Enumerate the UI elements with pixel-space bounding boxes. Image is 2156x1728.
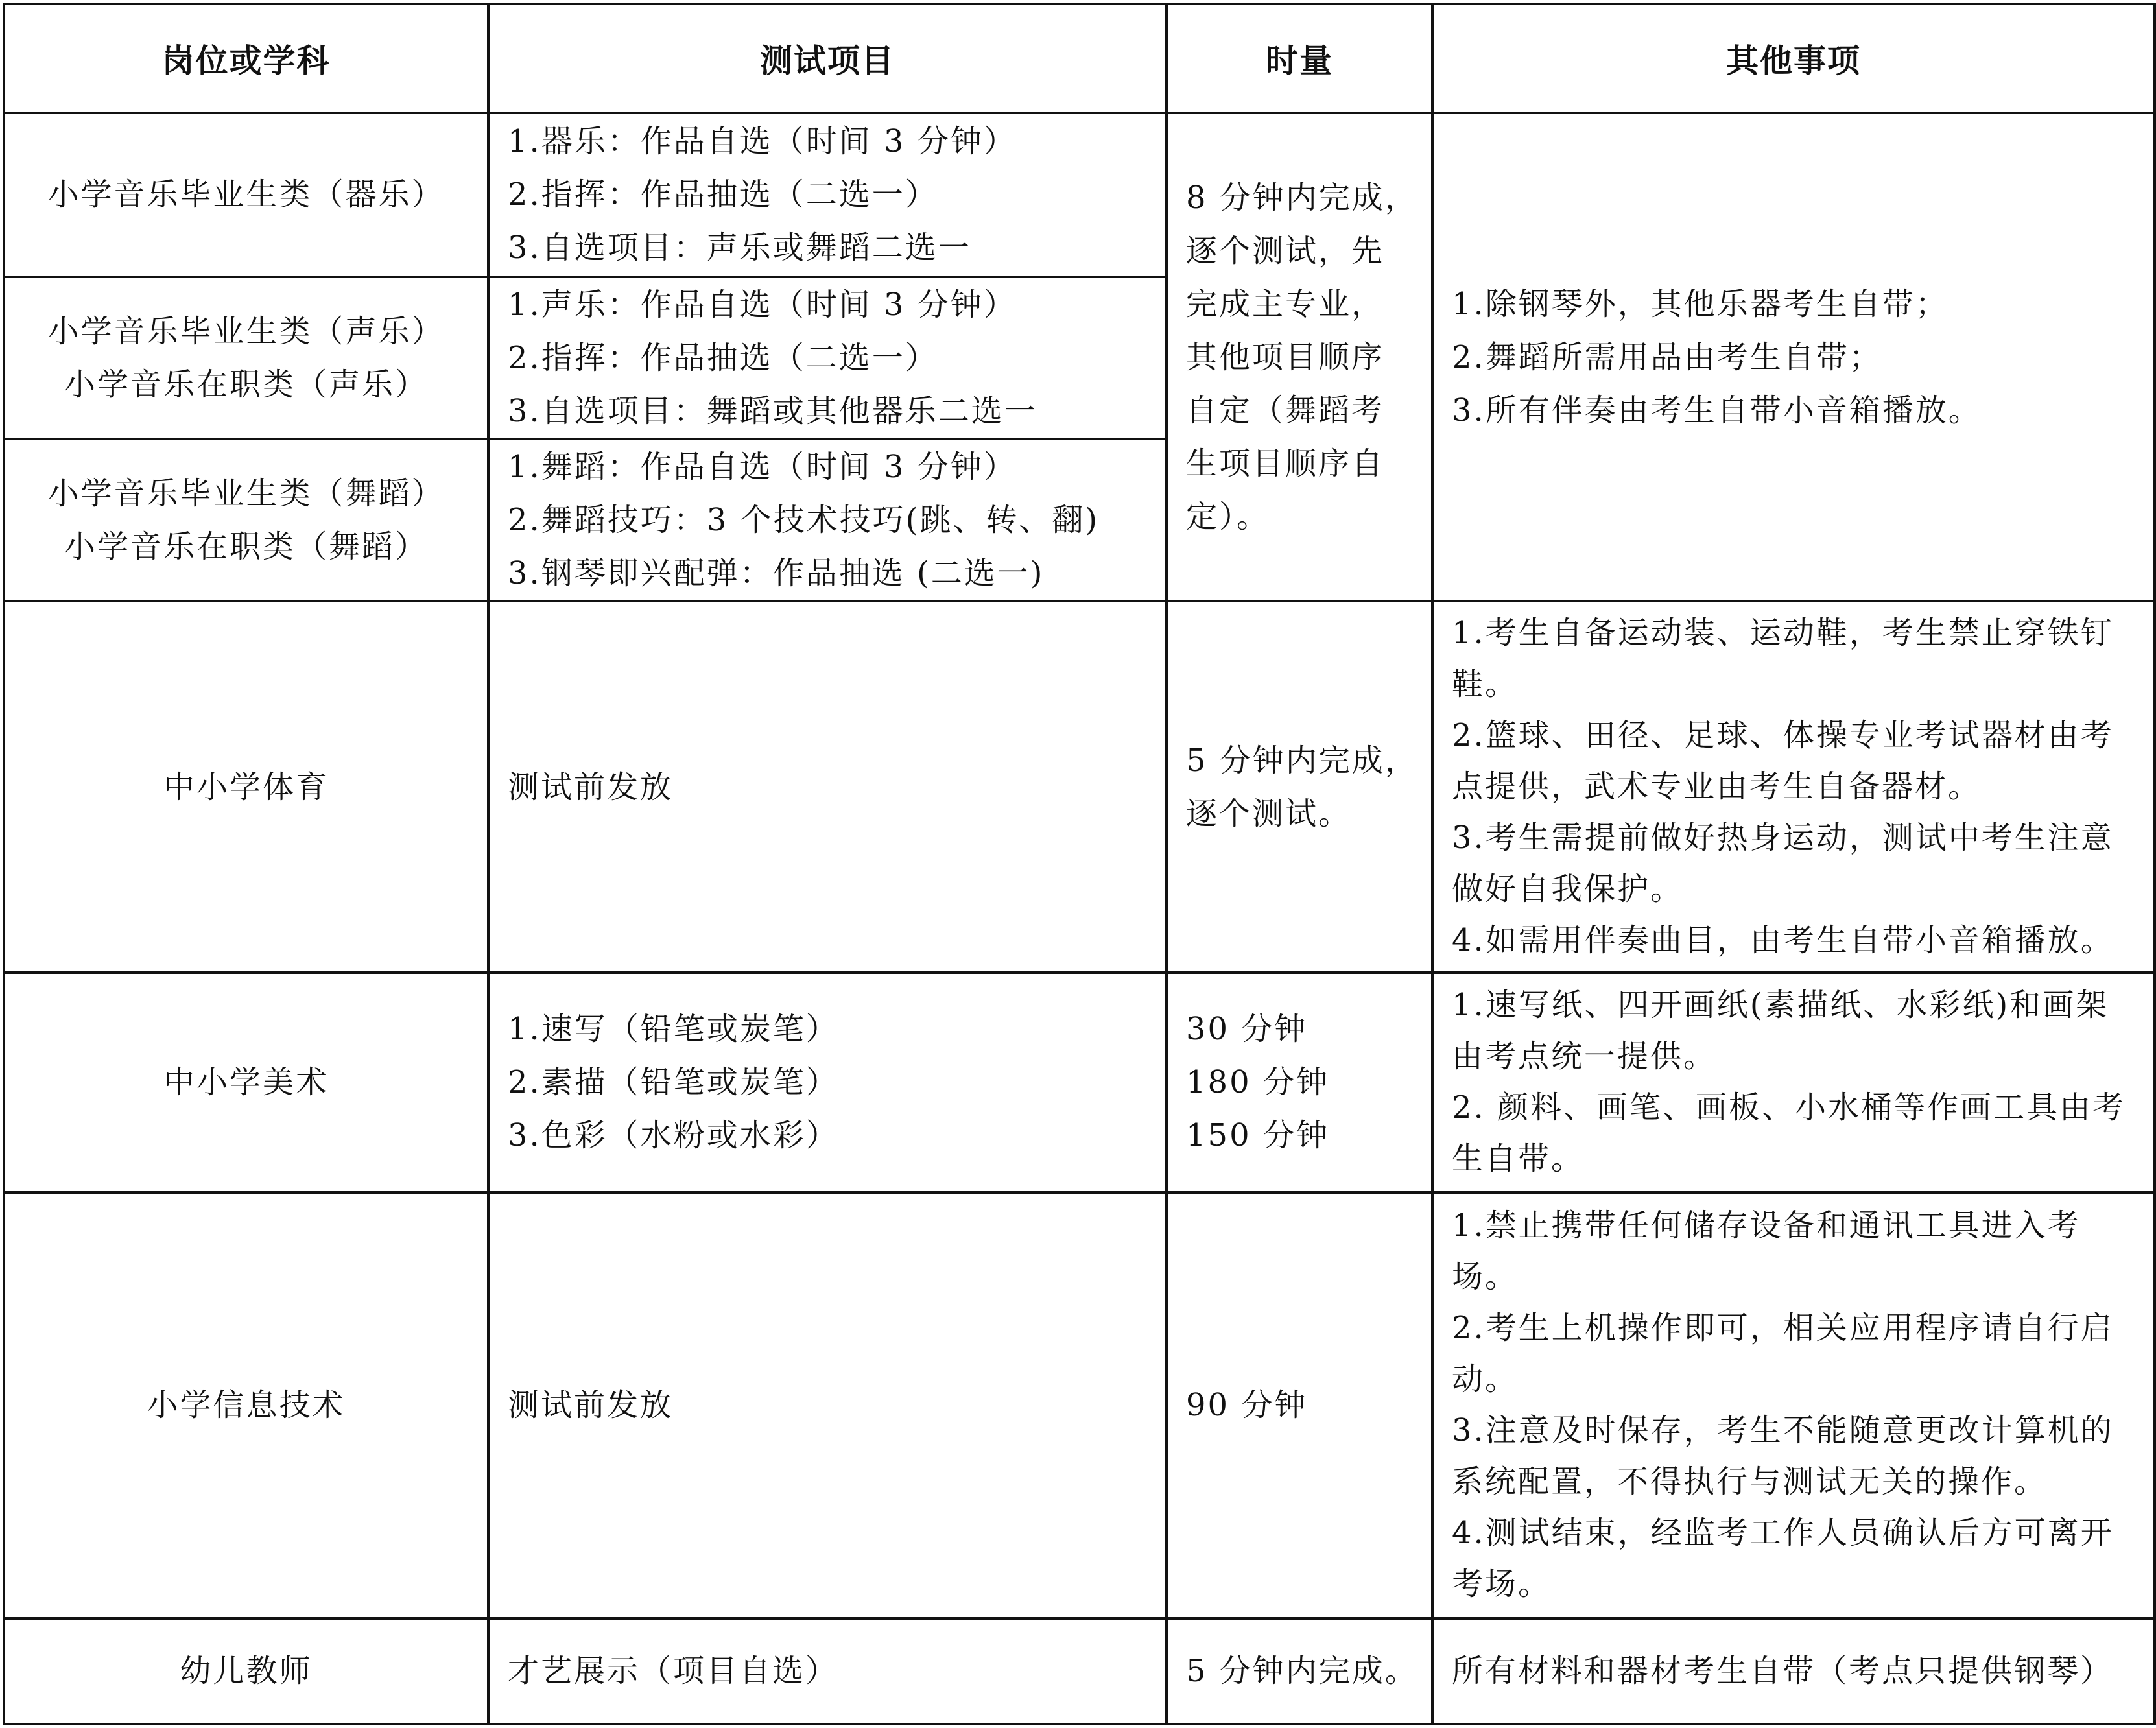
note-paragraph: 1.速写纸、四开画纸(素描纸、水彩纸)和画架由考点统一提供。	[1452, 987, 2109, 1075]
subject-cell	[4, 277, 488, 439]
duration-line: 生项目顺序自	[1186, 445, 1385, 482]
test-items-cell: 才艺展示（项目自选）	[488, 1618, 1167, 1724]
note-paragraph: 4.测试结束，经监考工作人员确认后方可离开考场。	[1452, 1515, 2114, 1603]
exam-requirements-table	[3, 3, 2156, 1725]
test-item: 2.指挥：作品抽选（二选一）	[508, 339, 938, 376]
duration-line: 完成主专业，	[1186, 285, 1385, 322]
test-item: 2.舞蹈技巧：3 个技术技巧(跳、转、翻)	[508, 502, 1100, 539]
header-subject: 岗位或学科	[4, 4, 488, 113]
duration-cell: 90 分钟	[1167, 1192, 1432, 1618]
subject-line: 小学音乐毕业生类（器乐）	[47, 176, 445, 213]
subject-cell: 幼儿教师	[4, 1618, 488, 1724]
subject-cell: 中小学美术	[4, 973, 488, 1192]
note-line: 所有材料和器材考生自带（考点只提供钢琴）	[1452, 1653, 2114, 1690]
notes-cell-music	[1432, 113, 2155, 601]
subject-cell: 小学信息技术	[4, 1192, 488, 1618]
header-other-notes: 其他事项	[1432, 4, 2155, 113]
notes-cell	[1432, 601, 2155, 973]
table-row-art	[4, 973, 2155, 1192]
subject-cell	[4, 113, 488, 276]
duration-line: 自定（舞蹈考	[1186, 392, 1385, 429]
duration-line: 30 分钟	[1186, 1011, 1308, 1048]
subject-line: 小学音乐在职类（声乐）	[64, 366, 428, 403]
table-row-pe	[4, 601, 2155, 973]
test-item: 3.色彩（水粉或水彩）	[508, 1117, 839, 1154]
test-item: 3.自选项目：舞蹈或其他器乐二选一	[508, 392, 1037, 429]
duration-line: 5 分钟内完成，	[1186, 742, 1418, 779]
header-duration: 时量	[1167, 4, 1432, 113]
duration-line: 逐个测试，先	[1186, 232, 1385, 269]
notes-cell	[1432, 973, 2155, 1192]
subject-cell	[4, 439, 488, 601]
test-items-cell: 测试前发放	[488, 601, 1167, 973]
subject-line: 小学音乐在职类（舞蹈）	[64, 528, 428, 565]
duration-cell	[1167, 601, 1432, 973]
table-row-music-instrumental	[4, 113, 2155, 276]
note-line: 2.舞蹈所需用品由考生自带；	[1452, 338, 1882, 375]
test-item: 2.素描（铅笔或炭笔）	[508, 1064, 839, 1101]
test-item: 3.钢琴即兴配弹：作品抽选 (二选一)	[508, 555, 1045, 592]
duration-cell: 5 分钟内完成。	[1167, 1618, 1432, 1724]
duration-line: 逐个测试。	[1186, 795, 1352, 832]
note-paragraph: 2.考生上机操作即可，相关应用程序请自行启动。	[1452, 1310, 2114, 1398]
test-items-cell	[488, 439, 1167, 601]
duration-cell	[1167, 973, 1432, 1192]
note-line: 3.所有伴奏由考生自带小音箱播放。	[1452, 392, 1982, 429]
test-item: 1.速写（铅笔或炭笔）	[508, 1011, 839, 1048]
note-paragraph: 3.考生需提前做好热身运动，测试中考生注意做好自我保护。	[1452, 820, 2114, 908]
note-line: 1.除钢琴外，其他乐器考生自带；	[1452, 285, 1949, 322]
note-paragraph: 4.如需用伴奏曲目，由考生自带小音箱播放。	[1452, 922, 2114, 959]
header-row	[4, 4, 2155, 113]
subject-cell: 中小学体育	[4, 601, 488, 973]
test-item: 1.舞蹈：作品自选（时间 3 分钟）	[508, 449, 1017, 486]
test-item: 1.声乐：作品自选（时间 3 分钟）	[508, 286, 1017, 323]
test-item: 3.自选项目：声乐或舞蹈二选一	[508, 230, 971, 266]
note-paragraph: 1.考生自备运动装、运动鞋，考生禁止穿铁钉鞋。	[1452, 615, 2114, 703]
subject-line: 小学音乐毕业生类（声乐）	[47, 313, 445, 349]
table-row-kindergarten	[4, 1618, 2155, 1724]
test-item: 1.器乐：作品自选（时间 3 分钟）	[508, 123, 1017, 160]
duration-line: 其他项目顺序	[1186, 338, 1385, 375]
test-items-cell: 测试前发放	[488, 1192, 1167, 1618]
duration-cell-music	[1167, 113, 1432, 601]
duration-line: 150 分钟	[1186, 1117, 1329, 1154]
duration-line: 定）。	[1186, 498, 1270, 535]
test-items-cell	[488, 973, 1167, 1192]
test-items-cell	[488, 113, 1167, 276]
note-paragraph: 2. 颜料、画笔、画板、小水桶等作画工具由考生自带。	[1452, 1089, 2126, 1178]
notes-cell	[1432, 1618, 2155, 1724]
note-paragraph: 2.篮球、田径、足球、体操专业考试器材由考点提供，武术专业由考生自备器材。	[1452, 717, 2114, 805]
duration-line: 180 分钟	[1186, 1064, 1329, 1101]
note-paragraph: 3.注意及时保存，考生不能随意更改计算机的系统配置，不得执行与测试无关的操作。	[1452, 1412, 2114, 1500]
table-row-it	[4, 1192, 2155, 1618]
test-item: 2.指挥：作品抽选（二选一）	[508, 176, 938, 213]
header-test-items: 测试项目	[488, 4, 1167, 113]
subject-line: 小学音乐毕业生类（舞蹈）	[47, 475, 445, 512]
note-paragraph: 1.禁止携带任何储存设备和通讯工具进入考场。	[1452, 1207, 2081, 1296]
notes-cell	[1432, 1192, 2155, 1618]
duration-line: 8 分钟内完成，	[1186, 179, 1418, 216]
test-items-cell	[488, 277, 1167, 439]
